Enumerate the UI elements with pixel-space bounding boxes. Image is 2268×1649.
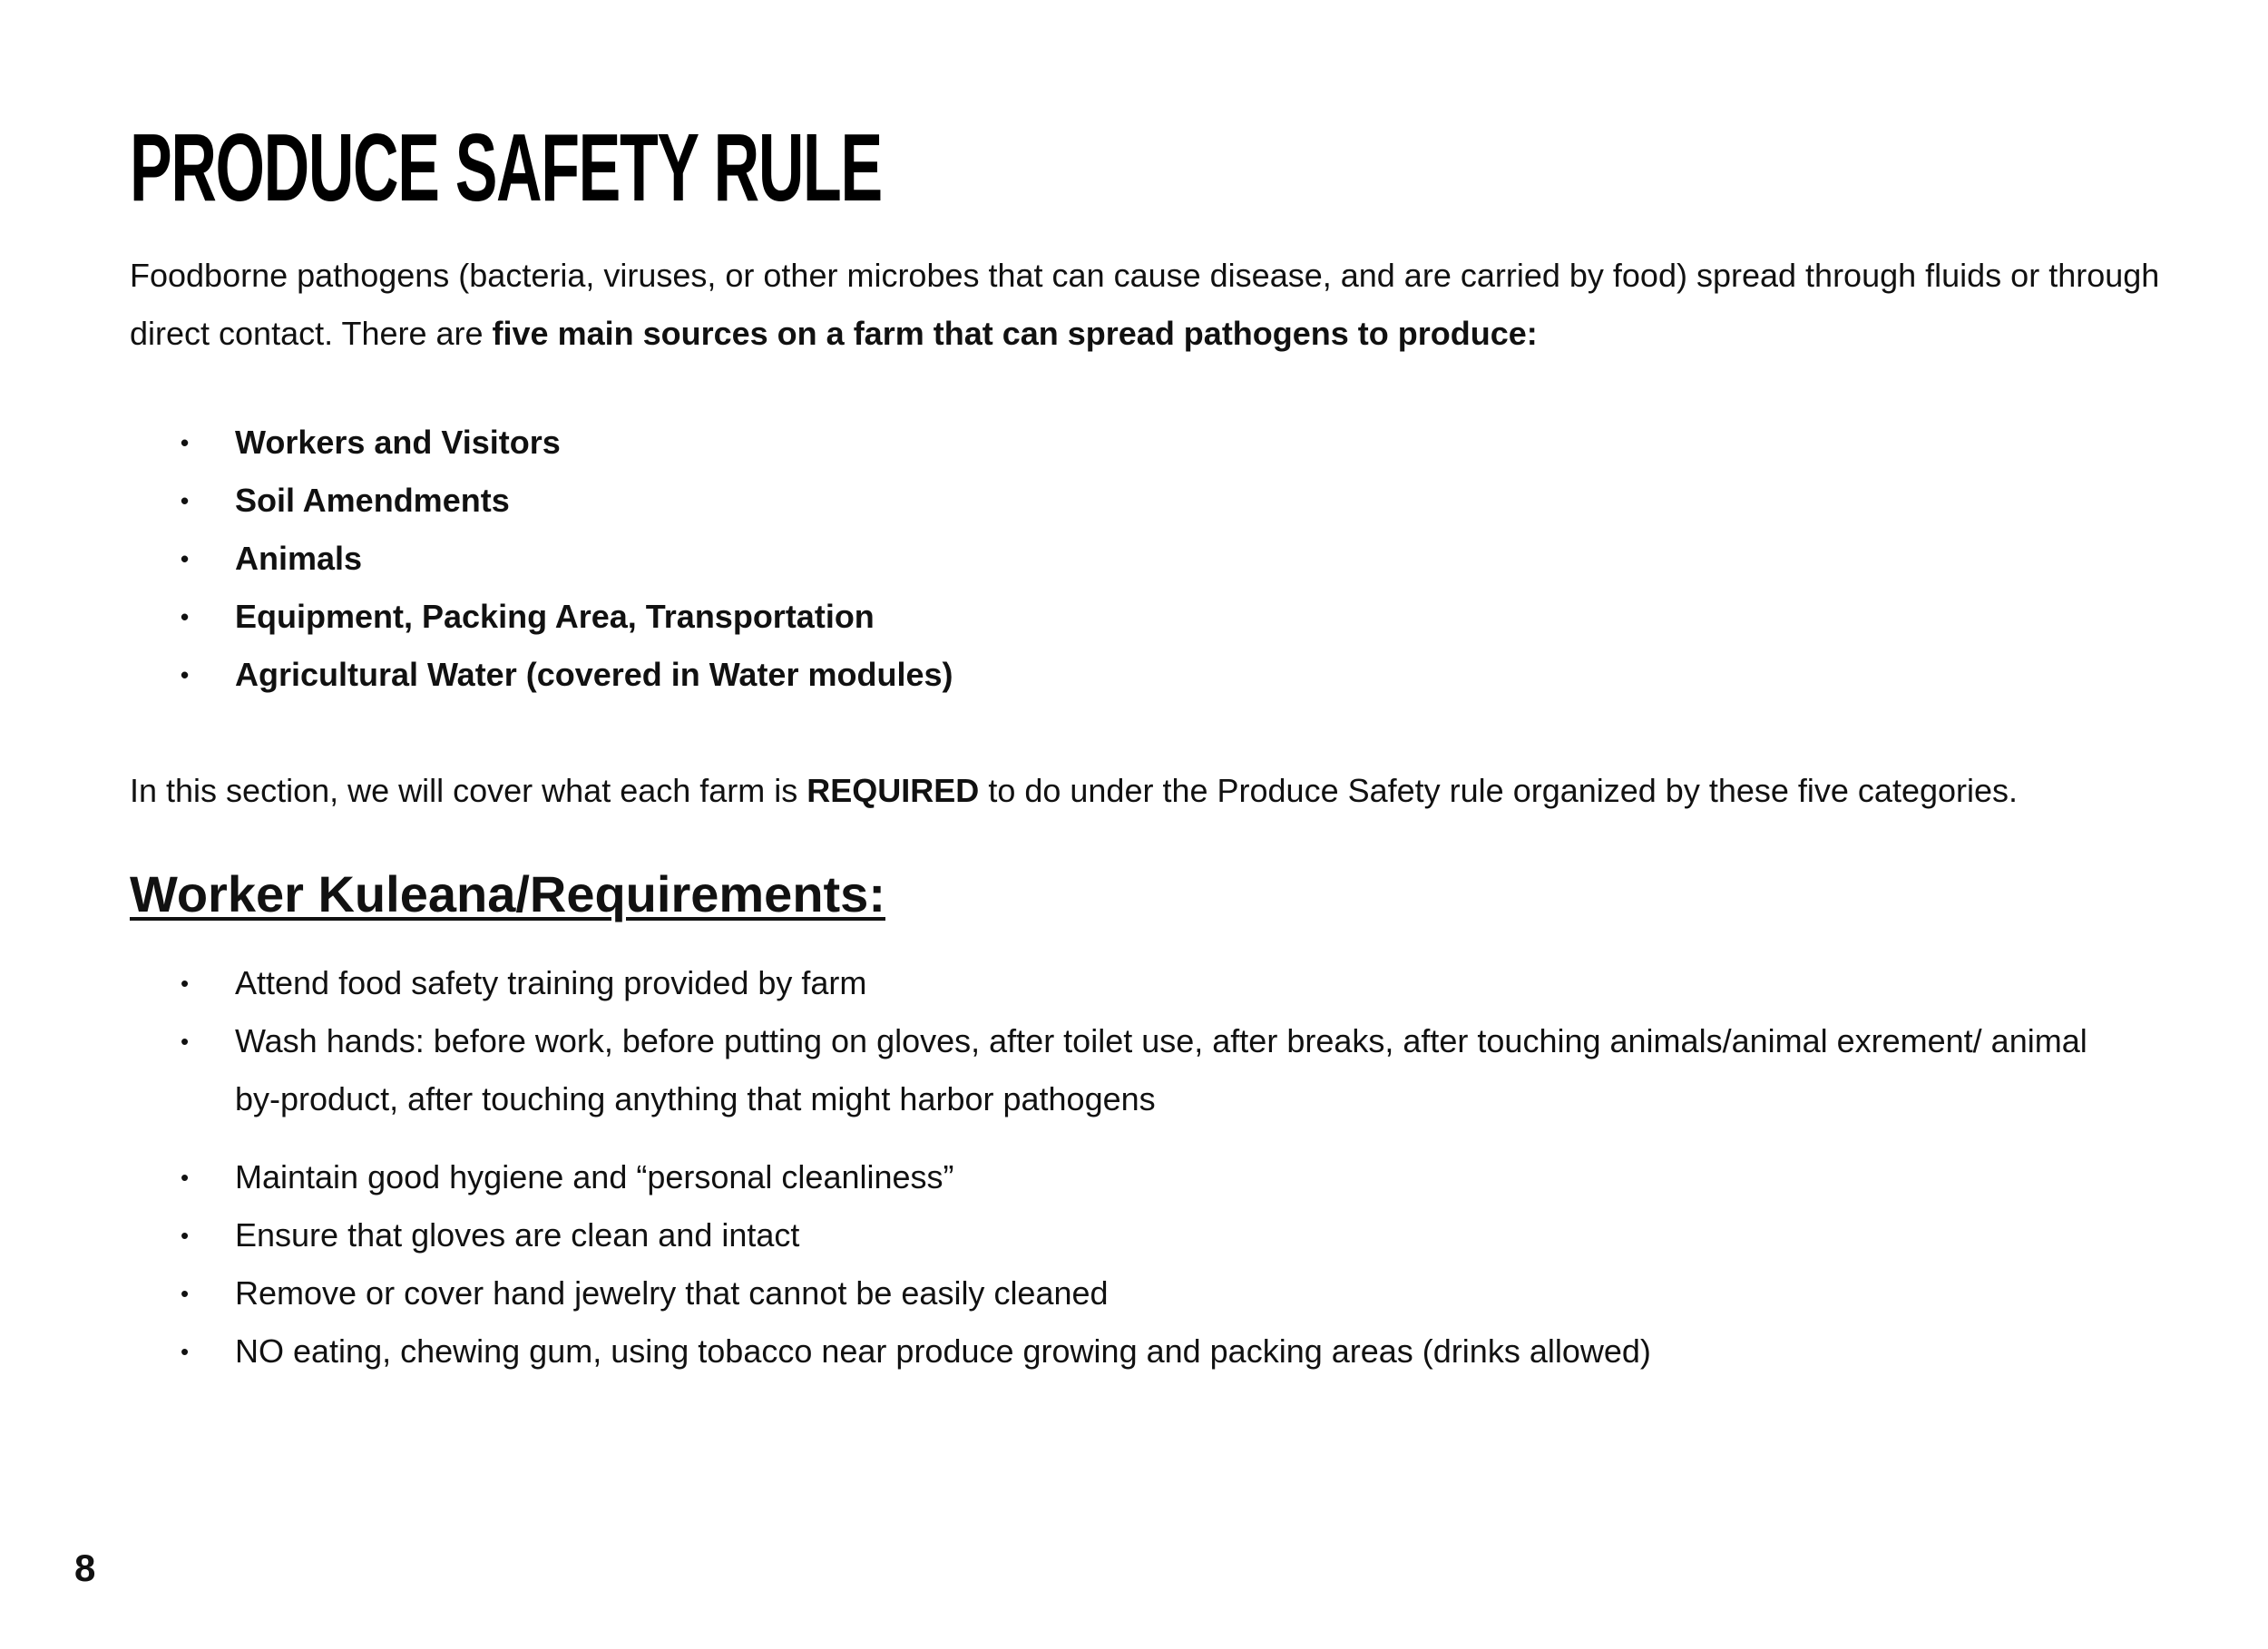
requirement-text: NO eating, chewing gum, using tobacco near produce growing and packing areas (drinks allowed): [235, 1332, 1651, 1370]
bullet-icon: •: [181, 429, 190, 456]
bullet-icon: •: [181, 1338, 190, 1365]
page-title: PRODUCE SAFETY RULE: [130, 114, 882, 221]
list-item: [130, 1322, 2107, 1381]
list-item: [130, 588, 953, 646]
page-number: 8: [74, 1547, 96, 1589]
list-item: [130, 1012, 2107, 1128]
bullet-icon: •: [181, 661, 190, 688]
list-item: [130, 530, 953, 588]
requirement-text: Maintain good hygiene and “personal cleanliness”: [235, 1158, 954, 1195]
bullet-icon: •: [181, 1164, 190, 1191]
required-emphasis: REQUIRED: [807, 772, 980, 809]
source-label: Agricultural Water (covered in Water modules): [235, 656, 953, 693]
intro-bold-text: five main sources on a farm that can spread pathogens to produce:: [492, 315, 1538, 352]
list-item: [130, 646, 953, 704]
requirements-paragraph: [130, 762, 2018, 820]
requirements-text-after: to do under the Produce Safety rule organized by these five categories.: [979, 772, 2019, 809]
intro-paragraph: [130, 247, 2180, 363]
list-item: [130, 1264, 2107, 1322]
source-label: Equipment, Packing Area, Transportation: [235, 598, 875, 635]
bullet-icon: •: [181, 603, 190, 630]
source-label: Soil Amendments: [235, 482, 510, 519]
list-item: [130, 1206, 2107, 1264]
bullet-icon: •: [181, 970, 190, 997]
bullet-icon: •: [181, 487, 190, 514]
sources-list: [130, 414, 953, 704]
bullet-icon: •: [181, 1280, 190, 1307]
source-label: Workers and Visitors: [235, 424, 561, 461]
section-heading: Worker Kuleana/Requirements:: [130, 865, 885, 922]
source-label: Animals: [235, 540, 363, 577]
intro-text: Foodborne pathogens (bacteria, viruses, or other microbes that can cause disease, and are carried by food) spread through fluids or through direct contact. There are: [130, 257, 2160, 352]
requirements-text-before: In this section, we will cover what each farm is: [130, 772, 807, 809]
list-item: [130, 954, 2107, 1012]
requirement-text: Attend food safety training provided by farm: [235, 964, 867, 1001]
bullet-icon: •: [181, 545, 190, 572]
bullet-icon: •: [181, 1222, 190, 1249]
requirement-text: Wash hands: before work, before putting on gloves, after toilet use, after breaks, after touching animals/animal exrement/ animal by-product, after touching anything that might harbor pathogens: [235, 1022, 2087, 1117]
requirement-text: Remove or cover hand jewelry that cannot be easily cleaned: [235, 1274, 1109, 1312]
list-item: [130, 472, 953, 530]
worker-requirements-list: [130, 954, 2107, 1381]
list-item: [130, 1148, 2107, 1206]
bullet-icon: •: [181, 1028, 190, 1055]
list-item: [130, 414, 953, 472]
requirement-text: Ensure that gloves are clean and intact: [235, 1216, 800, 1254]
